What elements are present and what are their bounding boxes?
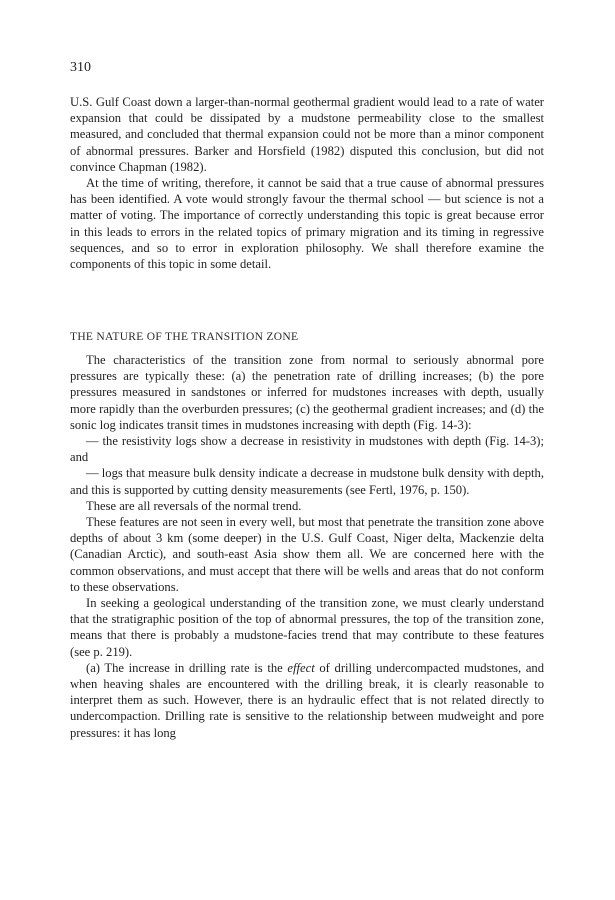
paragraph: At the time of writing, therefore, it cannot be said that a true cause of abnormal pressures has been identified. A vote would strongly favour the thermal school — but science is not a matter of voting. The importance of correctly understanding this topic is great because error in this leads to errors in the related topics of primary migration and its timing in regressive sequences, and so to error in exploration philosophy. We shall therefore examine the components of this topic in some detail.	[70, 176, 544, 272]
paragraph: These features are not seen in every well, but most that penetrate the transition zone above depths of about 3 km (some deeper) in the U.S. Gulf Coast, Niger delta, Mackenzie delta (Canadian Arctic), and south-east Asia show them all. We are concerned here with the common observations, and must accept that there will be wells and areas that do not conform to these observations.	[70, 515, 544, 594]
body-text-top	[70, 94, 544, 272]
page-number: 310	[70, 60, 91, 75]
list-item: — the resistivity logs show a decrease in resistivity in mudstones with depth (Fig. 14-3); and	[70, 434, 544, 465]
paragraph: These are all reversals of the normal trend.	[86, 498, 302, 513]
paragraph	[70, 660, 544, 741]
paragraph: In seeking a geological understanding of the transition zone, we must clearly understand that the stratigraphic position of the top of abnormal pressures, the top of the transition zone, means that there is probably a mudstone-facies trend that may contribute to these features (see p. 219).	[70, 596, 544, 659]
paragraph-lead: (a) The increase in drilling rate is the	[86, 660, 283, 675]
list-item: — logs that measure bulk density indicate a decrease in mudstone bulk density with depth, and this is supported by cutting density measurements (see Fertl, 1976, p. 150).	[70, 466, 544, 497]
paragraph-rest: of drilling undercompacted mudstones, and when heaving shales are encountered with the drilling break, it is clearly reasonable to interpret them as such. However, there is an hydraulic effect that is not related directly to undercompaction. Drilling rate is sensitive to the relationship between mudweight and pore pressures: it has long	[70, 660, 545, 740]
paragraph: U.S. Gulf Coast down a larger-than-normal geothermal gradient would lead to a rate of water expansion that could be dissipated by a mudstone permeability close to the smallest measured, and concluded that thermal expansion could not be more than a minor component of abnormal pressures. Barker and Horsfield (1982) disputed this conclusion, but did not convince Chapman (1982).	[70, 95, 544, 174]
body-text-section	[70, 352, 544, 741]
section-heading: THE NATURE OF THE TRANSITION ZONE	[70, 331, 299, 343]
emphasis: effect	[287, 660, 315, 675]
paragraph: The characteristics of the transition zone from normal to seriously abnormal pore pressures are typically these: (a) the penetration rate of drilling increases; (b) the pore pressures measured in sandstones or inferred for mudstones increases with depth, usually more rapidly than the overburden pressures; (c) the geothermal gradient increases; and (d) the sonic log indicates transit times in mudstones increasing with depth (Fig. 14-3):	[70, 353, 544, 432]
